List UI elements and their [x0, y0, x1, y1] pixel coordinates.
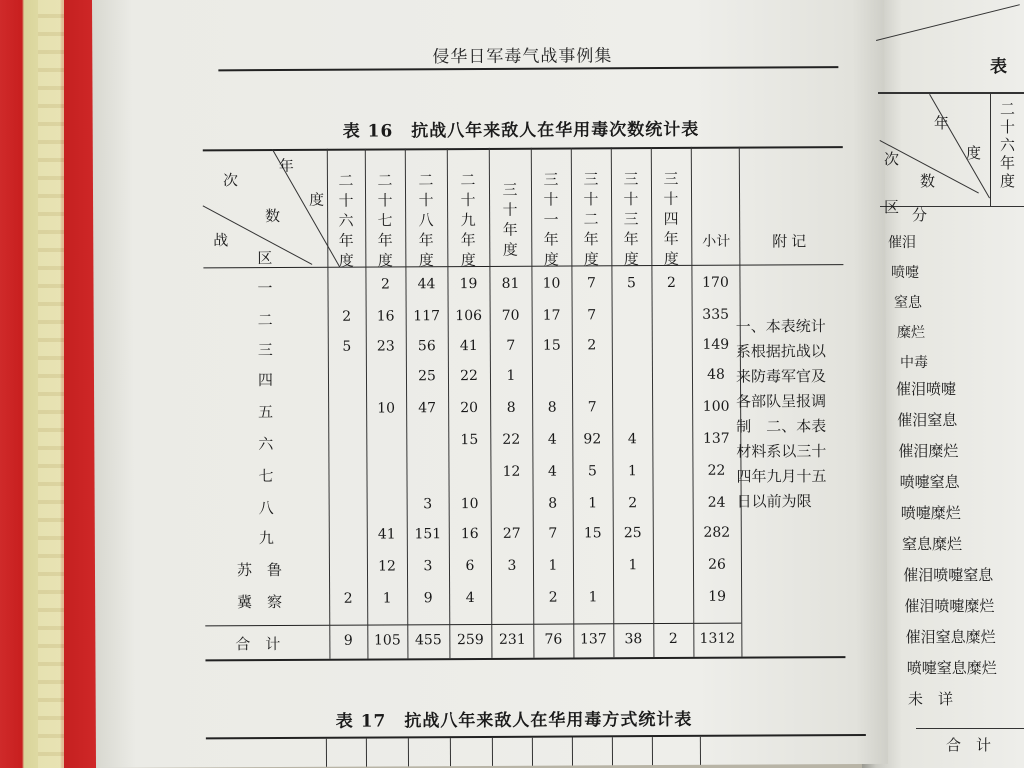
table-cell: 19 [708, 588, 727, 605]
table-cell: 10 [460, 495, 479, 513]
col-header-y27: 二十七年度 [377, 171, 393, 270]
table-cell: 117 [413, 308, 441, 325]
header-rule [218, 66, 838, 71]
table-cell: 100 [702, 398, 730, 415]
table-cell: 2 [548, 589, 558, 606]
table17-col-divider [652, 737, 653, 765]
table-cell: 10 [542, 275, 561, 292]
col-header-y33: 三十三年度 [623, 170, 639, 269]
total-cell: 105 [373, 632, 401, 649]
table-cell: 70 [501, 307, 520, 324]
table16-header-rule [203, 264, 843, 268]
table16-remark: 一、本表统计系根据抗战以来防毒军官及各部队呈报调制 二、本表材料系以三十四年九月十五日以前为限 [735, 317, 827, 511]
total-cell: 2 [668, 630, 678, 647]
table-cell: 7 [587, 399, 597, 416]
left-page [92, 0, 888, 768]
col-header-y26: 二十六年度 [338, 171, 354, 270]
right-page-row-label: 催泪 [888, 235, 916, 251]
table-cell: 12 [502, 463, 521, 480]
right-page-row-label: 中毒 [900, 355, 928, 371]
table-cell: 149 [702, 336, 730, 353]
table-cell: 20 [460, 399, 479, 417]
table-cell: 25 [418, 368, 436, 385]
row-label: 三 [257, 341, 273, 360]
total-cell: 231 [498, 631, 526, 648]
table-cell: 2 [380, 276, 390, 293]
table-cell: 1 [548, 557, 558, 574]
corner-times: 次 [222, 171, 239, 190]
right-page-row-label: 催泪喷嚏 [896, 380, 957, 398]
table-cell: 22 [502, 431, 521, 448]
table-cell: 16 [376, 308, 395, 325]
table-cell: 56 [417, 338, 436, 355]
table-cell: 8 [548, 495, 558, 512]
row-label: 九 [258, 529, 274, 548]
right-page-caption: 表 [990, 57, 1007, 77]
table-cell: 3 [507, 557, 517, 574]
corner-area: 区 [257, 249, 273, 268]
cloth-stripe [38, 0, 64, 768]
rp-corner-year: 年 [934, 114, 950, 132]
corner-degree: 度 [309, 190, 325, 209]
row-label: 冀 察 [237, 593, 283, 612]
table-cell: 41 [459, 337, 478, 355]
col-header-y29: 二十九年度 [460, 170, 476, 270]
table-cell: 17 [542, 307, 561, 324]
col-header-y32: 三十二年度 [583, 170, 599, 269]
table17-col-divider [700, 737, 701, 765]
row-label: 八 [258, 499, 274, 518]
table-cell: 106 [455, 307, 483, 325]
table-cell: 15 [460, 431, 479, 449]
rp-corner-divide: 分 [912, 206, 928, 224]
table-cell: 170 [702, 274, 729, 291]
table-cell: 41 [377, 526, 396, 543]
table17-col-divider [492, 738, 493, 766]
rp-corner-count: 数 [920, 172, 936, 190]
table17-col-divider [366, 739, 367, 767]
table-cell: 4 [465, 590, 475, 607]
right-page-row-label: 催泪窒息 [897, 411, 958, 429]
right-page-row-label: 催泪喷嚏糜烂 [904, 597, 995, 615]
right-page-row-label: 催泪喷嚏窒息 [903, 566, 994, 584]
total-cell: 259 [456, 631, 484, 649]
corner-year: 年 [278, 156, 294, 176]
total-cell: 1312 [699, 630, 736, 647]
table-cell: 3 [423, 558, 433, 575]
col-header-y31: 三十一年度 [543, 170, 559, 269]
total-cell: 9 [343, 632, 353, 649]
table-cell: 26 [708, 556, 726, 573]
table-cell: 27 [502, 525, 521, 542]
table-cell: 16 [460, 525, 479, 543]
right-page-row-label: 窒息 [894, 295, 922, 311]
col-header-subtotal: 小计 [702, 233, 731, 250]
row-label: 六 [258, 435, 274, 454]
table-cell: 7 [587, 307, 597, 324]
col-header-y34: 三十四年度 [663, 169, 679, 269]
running-head: 侵华日军毒气战事例集 [432, 46, 613, 68]
right-page-row-label: 喷嚏 [891, 265, 919, 281]
total-cell: 76 [544, 631, 563, 648]
total-cell: 38 [624, 631, 643, 648]
table-cell: 4 [547, 463, 557, 480]
table17-col-divider [326, 739, 327, 767]
table-cell: 1 [382, 590, 392, 607]
table-cell: 2 [666, 274, 676, 291]
right-page-row-label: 喷嚏窒息 [899, 473, 960, 491]
col-header-y28: 二十八年度 [418, 171, 434, 270]
row-label: 苏 鲁 [236, 561, 283, 580]
table16-bottom-rule [205, 656, 845, 661]
table-cell: 9 [423, 590, 433, 607]
rp-corner-times: 次 [884, 150, 900, 168]
row-label: 四 [257, 371, 274, 390]
right-page-row-label: 催泪糜烂 [898, 442, 959, 460]
table-cell: 3 [423, 496, 433, 513]
table-cell: 22 [707, 462, 726, 479]
col-divider [651, 147, 655, 657]
table-cell: 81 [501, 275, 520, 292]
table-cell: 19 [459, 275, 478, 293]
table16 [203, 146, 846, 661]
table-cell: 5 [626, 275, 636, 292]
table16-caption: 表 16 抗战八年来敌人在华用毒次数统计表 [342, 119, 700, 142]
table-cell: 22 [460, 367, 478, 385]
table-cell: 2 [342, 308, 352, 325]
table-cell: 44 [417, 276, 436, 293]
table-cell: 137 [702, 430, 730, 447]
right-page-row-label: 喷嚏窒息糜烂 [906, 659, 997, 677]
rp-corner-area: 区 [884, 198, 900, 216]
table-cell: 5 [587, 463, 597, 480]
row-label: 二 [257, 311, 273, 330]
right-page-col-divider [990, 92, 991, 206]
table-cell: 8 [547, 399, 557, 416]
table-cell: 15 [542, 337, 561, 354]
table-cell: 7 [506, 337, 516, 354]
right-page-row-label: 喷嚏糜烂 [900, 504, 961, 522]
table-cell: 8 [506, 399, 516, 416]
table-cell: 335 [702, 306, 730, 323]
table-cell: 4 [627, 431, 637, 448]
total-label: 合 计 [235, 635, 281, 654]
table17-col-divider [532, 738, 533, 766]
table17-top-rule [206, 734, 866, 739]
right-page-header-rule [880, 206, 1024, 207]
col-divider [611, 147, 615, 657]
row-label: 七 [258, 467, 274, 486]
table-cell: 92 [583, 431, 602, 448]
table-cell: 12 [378, 558, 396, 575]
table-cell: 2 [343, 590, 353, 607]
col-header-y30: 三十年度 [502, 180, 518, 259]
table-cell: 10 [377, 400, 396, 417]
right-page-row-label: 合 计 [946, 736, 992, 754]
row-label: 一 [257, 279, 273, 298]
rp-col-header: 二十六年度 [1000, 100, 1016, 190]
right-page-row-label: 糜烂 [897, 325, 925, 341]
table-cell: 2 [587, 337, 597, 354]
col-divider [327, 149, 331, 659]
table-cell: 24 [707, 494, 726, 511]
total-cell: 455 [414, 632, 442, 649]
table-cell: 4 [547, 431, 557, 448]
corner-count: 数 [265, 207, 281, 226]
table-cell: 1 [588, 589, 598, 606]
table-cell: 25 [623, 525, 642, 542]
corner-war: 战 [213, 231, 229, 250]
total-cell: 137 [579, 631, 607, 648]
table-cell: 5 [342, 338, 352, 355]
table-cell: 23 [376, 338, 395, 355]
table-cell: 7 [548, 525, 558, 542]
table-cell: 151 [414, 526, 442, 543]
right-page-row-label: 未 详 [908, 690, 954, 708]
table17-col-divider [450, 738, 451, 766]
table-cell: 15 [583, 525, 602, 542]
table-cell: 1 [506, 367, 516, 384]
table16-total-rule [205, 623, 741, 627]
table-cell: 1 [588, 495, 598, 512]
table16-top-rule [203, 146, 843, 151]
table-cell: 1 [627, 463, 637, 480]
table-cell: 6 [465, 558, 475, 575]
table-cell: 47 [418, 400, 437, 417]
table17-col-divider [572, 737, 573, 765]
row-label: 五 [258, 403, 274, 422]
table-cell: 2 [628, 495, 638, 512]
right-page-total-rule [916, 728, 1024, 729]
table-cell: 1 [628, 557, 638, 574]
right-page-row-label: 催泪窒息糜烂 [905, 628, 996, 646]
table17-col-divider [612, 737, 613, 765]
col-header-remark: 附记 [772, 232, 811, 251]
table17-col-divider [408, 738, 409, 766]
table-cell: 7 [586, 275, 596, 292]
table-cell: 282 [703, 524, 731, 541]
table-cell: 48 [707, 366, 725, 383]
right-page-top-rule [878, 92, 1024, 94]
rp-corner-degree: 度 [966, 144, 982, 162]
table17-caption: 表 17 抗战八年来敌人在华用毒方式统计表 [335, 709, 693, 732]
right-page-row-label: 窒息糜烂 [902, 535, 963, 553]
